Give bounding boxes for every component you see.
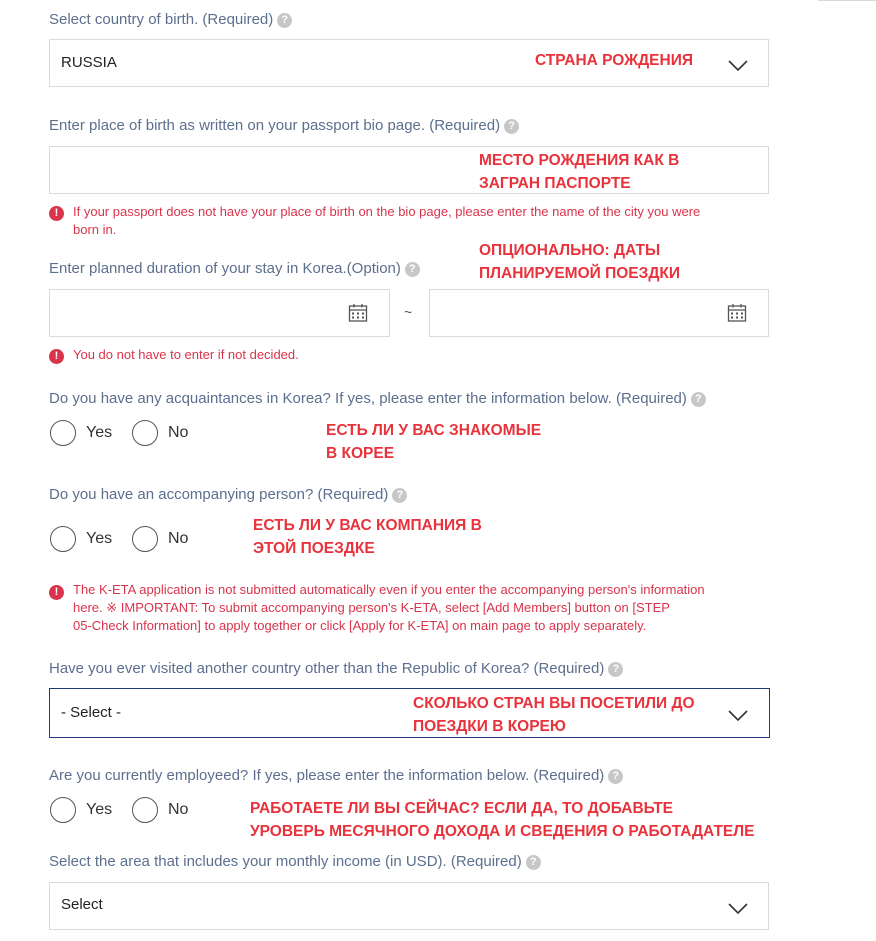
annotation-accompanying: ЕСТЬ ЛИ У ВАС КОМПАНИЯ В ЭТОЙ ПОЕЗДКЕ (253, 517, 482, 557)
income-value: Select (61, 896, 103, 913)
birth-place-notice: If your passport does not have your place of birth on the bio page, please enter the name of the city you were born in. (73, 204, 701, 237)
calendar-icon[interactable] (348, 303, 368, 323)
error-icon: ! (49, 206, 64, 221)
acquaintances-label: Do you have any acquaintances in Korea? If yes, please enter the information below. (Required) ? (49, 390, 706, 408)
stay-duration-notice: You do not have to enter if not decided. (73, 347, 299, 362)
employment-no-radio[interactable] (132, 797, 158, 823)
accompanying-no-radio[interactable] (132, 526, 158, 552)
help-icon[interactable]: ? (608, 662, 623, 677)
help-icon[interactable]: ? (277, 13, 292, 28)
annotation-acquaintances: ЕСТЬ ЛИ У ВАС ЗНАКОМЫЕ В КОРЕЕ (326, 422, 542, 462)
visited-countries-value: - Select - (61, 704, 122, 721)
birth-place-label: Enter place of birth as written on your passport bio page. (Required) ? (49, 117, 519, 135)
chevron-down-icon (727, 902, 749, 916)
income-label: Select the area that includes your monthly income (in USD). (Required) ? (49, 853, 541, 871)
stay-start-date-input[interactable] (49, 289, 390, 337)
acquaintances-yes-radio[interactable] (50, 420, 76, 446)
stay-end-date-input[interactable] (429, 289, 769, 337)
help-icon[interactable]: ? (608, 769, 623, 784)
accompanying-notice: The K-ETA application is not submitted automatically even if you enter the accompanying person's information here. ※ IMPORTANT: To submit accompanying person's K-ETA, select [Add Members] button on [STEP 05-Check Information] to apply together or click [Apply for K-ETA] on main page to apply separately. (73, 582, 705, 633)
accompanying-no-label[interactable]: No (168, 530, 189, 547)
help-icon[interactable]: ? (392, 488, 407, 503)
birth-country-label: Select country of birth. (Required) ? (49, 11, 292, 29)
chevron-down-icon (727, 709, 749, 723)
help-icon[interactable]: ? (526, 855, 541, 870)
accompanying-label: Do you have an accompanying person? (Required) ? (49, 486, 407, 504)
acquaintances-no-radio[interactable] (132, 420, 158, 446)
acquaintances-no-label[interactable]: No (168, 424, 189, 441)
chevron-down-icon (727, 59, 749, 73)
calendar-icon[interactable] (727, 303, 747, 323)
accompanying-yes-radio[interactable] (50, 526, 76, 552)
date-range-separator: ~ (404, 304, 413, 320)
stay-duration-label: Enter planned duration of your stay in Korea.(Option) ? (49, 260, 420, 278)
annotation-visited-countries: СКОЛЬКО СТРАН ВЫ ПОСЕТИЛИ ДО ПОЕЗДКИ В КОРЕЮ (413, 695, 695, 735)
employment-yes-radio[interactable] (50, 797, 76, 823)
employment-label: Are you currently employeed? If yes, please enter the information below. (Required) ? (49, 767, 623, 785)
help-icon[interactable]: ? (691, 392, 706, 407)
annotation-stay-duration: ОПЦИОНАЛЬНО: ДАТЫ ПЛАНИРУЕМОЙ ПОЕЗДКИ (479, 242, 680, 282)
annotation-birth-country: СТРАНА РОЖДЕНИЯ (535, 52, 693, 69)
help-icon[interactable]: ? (504, 119, 519, 134)
error-icon: ! (49, 585, 64, 600)
help-icon[interactable]: ? (405, 262, 420, 277)
acquaintances-yes-label[interactable]: Yes (86, 424, 113, 441)
visited-countries-label: Have you ever visited another country other than the Republic of Korea? (Required) ? (49, 660, 623, 678)
employment-no-label[interactable]: No (168, 801, 189, 818)
annotation-employment: РАБОТАЕТЕ ЛИ ВЫ СЕЙЧАС? ЕСЛИ ДА, ТО ДОБАВЬТЕ УРОВЕРЬ МЕСЯЧНОГО ДОХОДА И СВЕДЕНИЯ О РАБОТАДАТЕЛЕ (250, 800, 755, 840)
income-select[interactable] (49, 882, 769, 930)
birth-country-value: RUSSIA (61, 54, 117, 71)
top-divider (818, 0, 876, 1)
employment-yes-label[interactable]: Yes (86, 801, 113, 818)
accompanying-yes-label[interactable]: Yes (86, 530, 113, 547)
annotation-birth-place: МЕСТО РОЖДЕНИЯ КАК В ЗАГРАН ПАСПОРТЕ (479, 152, 680, 192)
error-icon: ! (49, 349, 64, 364)
